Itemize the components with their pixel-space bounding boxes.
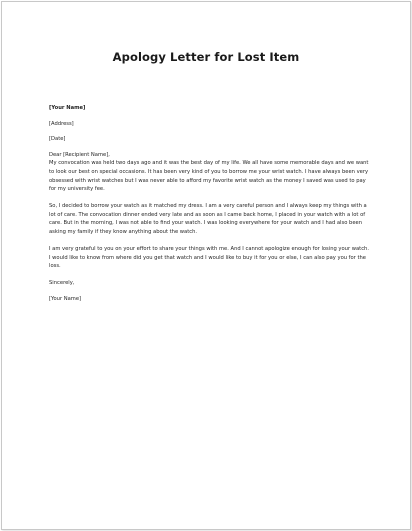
paragraph-2: So, I decided to borrow your watch as it matched my dress. I am a very careful person and I always keep my things with a lot of care. The convocation dinner ended very late and as soon as I came back home, I placed in your watch with a lot of care. But in the morning, I was not able to find your watch. I was looking everywhere for your watch and I had also been asking my family if they know anything about the watch. [49, 203, 367, 236]
sender-address: [Address] [49, 120, 74, 127]
salutation: Dear [Recipient Name], [49, 151, 110, 158]
paragraph-1: My convocation was held two days ago and it was the best day of my life. We all have some memorable days and we want to look our best on special occasions. It has been very kind of you to borrow me your wrist watch. I have always been very obsessed with wrist watches but I was never able to afford my favorite wrist watch as the money I saved was used to pay for my university fee. [49, 160, 369, 193]
signature: [Your Name] [49, 296, 82, 302]
sender-name: [Your Name] [49, 105, 86, 111]
letter-page [1, 1, 411, 530]
letter-title: Apology Letter for Lost Item [112, 50, 300, 64]
letter-body [49, 104, 369, 304]
letter-date: [Date] [49, 136, 66, 143]
closing: Sincerely, [49, 280, 75, 287]
paragraph-3: I am very grateful to you on your effort to share your things with me. And I cannot apologize enough for losing your watch. I would like to know from where did you get that watch and I would like to buy it for you or else, I can also pay you for the loss. [49, 246, 369, 270]
